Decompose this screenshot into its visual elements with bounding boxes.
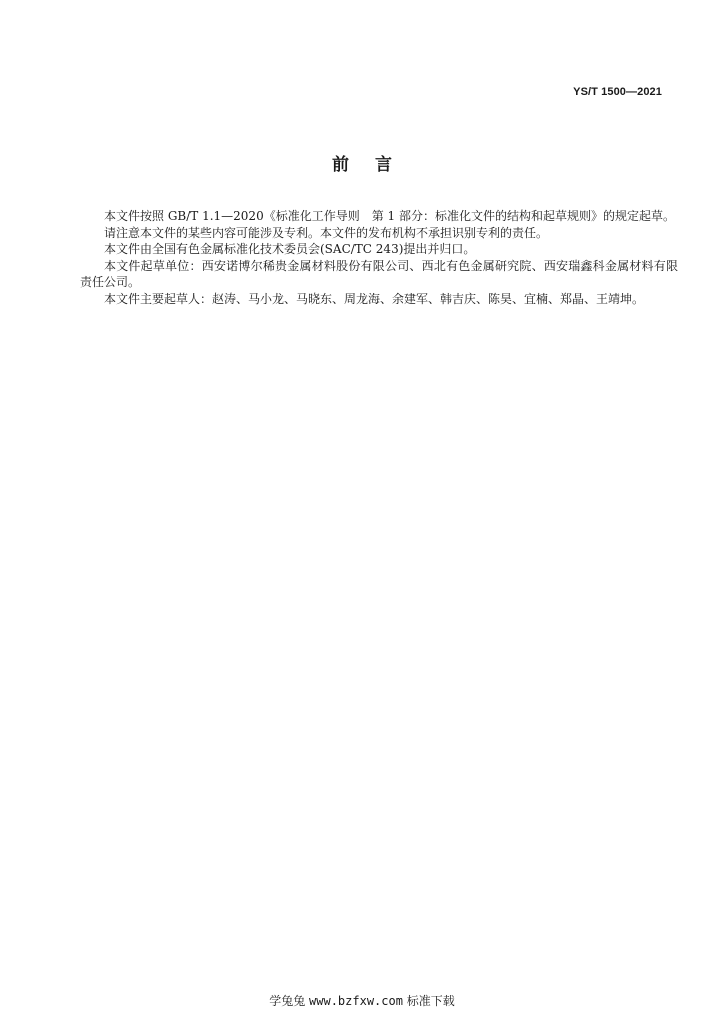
paragraph-drafting-rules: 本文件按照 GB/T 1.1—2020《标准化工作导则 第 1 部分：标准化文件的结构和起草规则》的规定起草。	[104, 209, 675, 223]
footer-prefix: 学兔兔	[269, 994, 310, 1008]
paragraph-patent-notice: 请注意本文件的某些内容可能涉及专利。本文件的发布机构不承担识别专利的责任。	[104, 225, 549, 240]
footer-suffix: 标准下载	[402, 994, 455, 1008]
paragraph-drafting-units: 本文件起草单位：西安诺博尔稀贵金属材料股份有限公司、西北有色金属研究院、西安瑞鑫科金属材料有限责任公司。	[80, 258, 678, 289]
paragraph-drafters: 本文件主要起草人：赵涛、马小龙、马晓东、周龙海、余建军、韩吉庆、陈昊、宜楠、郑晶、王靖坤。	[104, 291, 645, 306]
page-title: 前言	[332, 155, 418, 175]
standard-code: YS/T 1500—2021	[573, 86, 662, 98]
paragraph-proposer: 本文件由全国有色金属标准化技术委员会(SAC/TC 243)提出并归口。	[104, 242, 476, 256]
foreword-body	[80, 208, 678, 307]
footer-url-link[interactable]: www.bzfxw.com	[309, 994, 403, 1008]
footer-watermark	[0, 992, 724, 1009]
